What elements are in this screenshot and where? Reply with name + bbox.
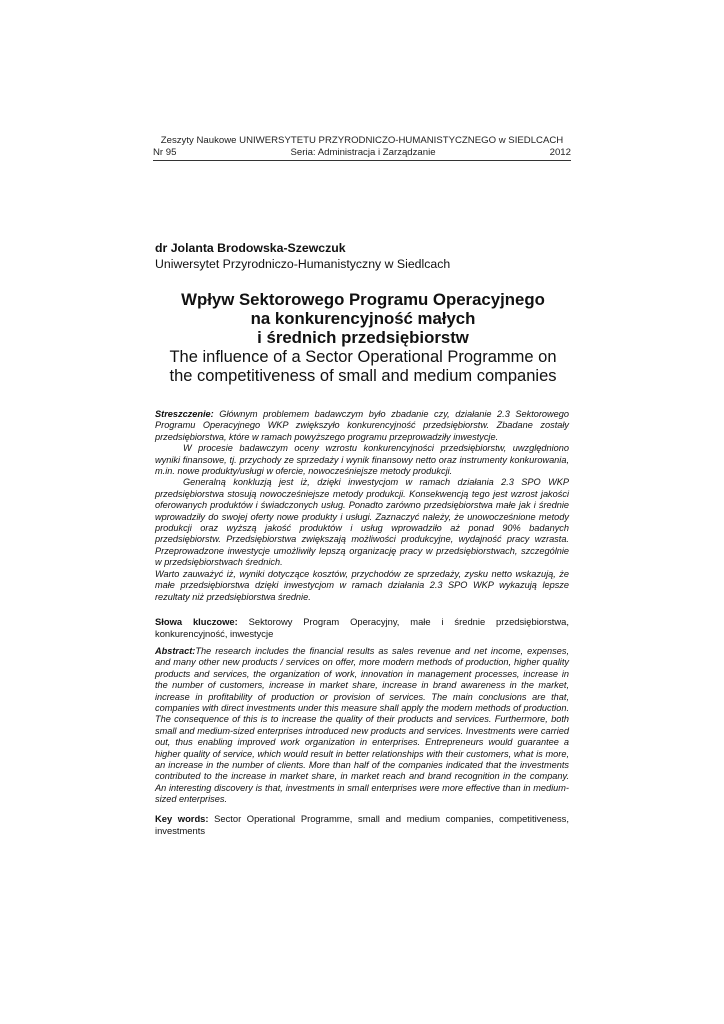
issue-number: Nr 95 [153, 147, 177, 158]
author-block [155, 240, 450, 272]
keywords-en-text: Sector Operational Programme, small and medium companies, competitiveness, investments [155, 813, 569, 836]
keywords-pl-label: Słowa kluczowe: [155, 616, 238, 627]
title-pl-line-2: na konkurencyjność małych [250, 309, 476, 329]
journal-header [153, 135, 571, 161]
paper-title [153, 290, 573, 386]
abstract-label: Abstract: [155, 646, 196, 656]
abstract-paragraph [155, 646, 569, 806]
keywords-pl-paragraph [155, 616, 569, 639]
journal-name: Zeszyty Naukowe UNIWERSYTETU PRZYRODNICZO-HUMANISTYCZNEGO w SIEDLCACH [160, 135, 564, 146]
series-name: Seria: Administracja i Zarządzanie [290, 147, 436, 158]
title-pl-line-1: Wpływ Sektorowego Programu Operacyjnego [181, 290, 545, 309]
summary-paragraph-1 [155, 409, 569, 443]
abstract-text: The research includes the financial results as sales revenue and net income, expenses, and many other new products / services on offer, more modern methods of production, higher quality products and services, the organization of work, innovation in management processes, increase in the number of customers, increase in market share, increase in brand awareness in the market, increase in profitability of production or provision of services. The main conclusions are that, companies with direct investments under this measure shall apply the modern methods of production. The consequence of this is to increase the quality of their products and services. Furthermore, both small and medium-sized enterprises introduced new products and services. Investments were carried out, thus enabling improved work organization in enterprises. Entrepreneurs would guarantee a higher quality of service, which would result in better relationships with their customers, what is more, an increase in the number of clients. More than half of the companies indicated that the investments contributed to the increase in market share, in market reach and brand recognition in the company. An interesting discovery is that, investments in small enterprises were more effective than in medium-sized enterprises. [155, 646, 569, 805]
summary-label: Streszczenie: [155, 409, 214, 419]
summary-text-1: Głównym problemem badawczym było zbadanie czy, działanie 2.3 Sektorowego Programu Operacyjnego WKP zwiększyło konkurencyjność przedsiębiorstw. Zbadane zostały przedsiębiorstwa, które w ramach powyższego programu przeprowadziły inwestycje. [155, 409, 569, 442]
summary-paragraph-4: Warto zauważyć iż, wyniki dotyczące kosztów, przychodów ze sprzedaży, zysku netto wskazują, że małe przedsiębiorstwa dzięki inwestycjom w ramach działania 2.3 SPO WKP wykazują lepsze rezultaty niż przedsiębiorstwa średnie. [155, 568, 569, 602]
keywords-pl-text: Sektorowy Program Operacyjny, małe i średnie przedsiębiorstwa, konkurencyjność, inwestycje [155, 616, 569, 639]
author-name: dr Jolanta Brodowska-Szewczuk [155, 241, 346, 255]
abstract-section [155, 646, 569, 806]
summary-paragraph-3: Generalną konkluzją jest iż, dzięki inwestycjom w ramach działania 2.3 SPO WKP przedsiębiorstwa stosują nowocześniejsze metody produkcji. Konsekwencją tego jest wzrost jakości oferowanych produktów i świadczonych usług. Ponadto zarówno przedsiębiorstwa małe jak i średnie wprowadziły do swojej oferty nowe produkty i usługi. Zaznaczyć należy, że unowocześnione metody produkcji oraz wyższą jakość produktów i usług wprowadziło aż ponad 90% badanych przedsiębiorstw. Przedsiębiorstwa zwiększają możliwości produkcyjne, wydajność pracy wzrasta. Przeprowadzone inwestycje umożliwiły lepszą organizację pracy w przedsiębiorstwach, szczególnie w przedsiębiorstwach średnich. [155, 477, 569, 568]
summary-paragraph-2: W procesie badawczym oceny wzrostu konkurencyjności przedsiębiorstw, uwzględniono wyniki finansowe, tj. przychody ze sprzedaży i wynik finansowy netto oraz instrumenty konkurowania, m.in. nowe produkty/usługi w ofercie, nowocześniejsze metody produkcji. [155, 443, 569, 477]
keywords-en-paragraph [155, 813, 569, 836]
keywords-en-label: Key words: [155, 813, 209, 824]
keywords-en-section [155, 813, 569, 836]
title-en-line-1: The influence of a Sector Operational Programme on [169, 347, 557, 366]
title-pl-line-3: i średnich przedsiębiorstw [257, 328, 469, 348]
summary-section [155, 409, 569, 603]
journal-issue-line [153, 147, 571, 161]
keywords-pl-section [155, 616, 569, 639]
title-en-line-2: the competitiveness of small and medium companies [169, 366, 557, 385]
author-affiliation: Uniwersytet Przyrodniczo-Humanistyczny w Siedlcach [155, 257, 451, 271]
issue-year: 2012 [549, 147, 571, 158]
